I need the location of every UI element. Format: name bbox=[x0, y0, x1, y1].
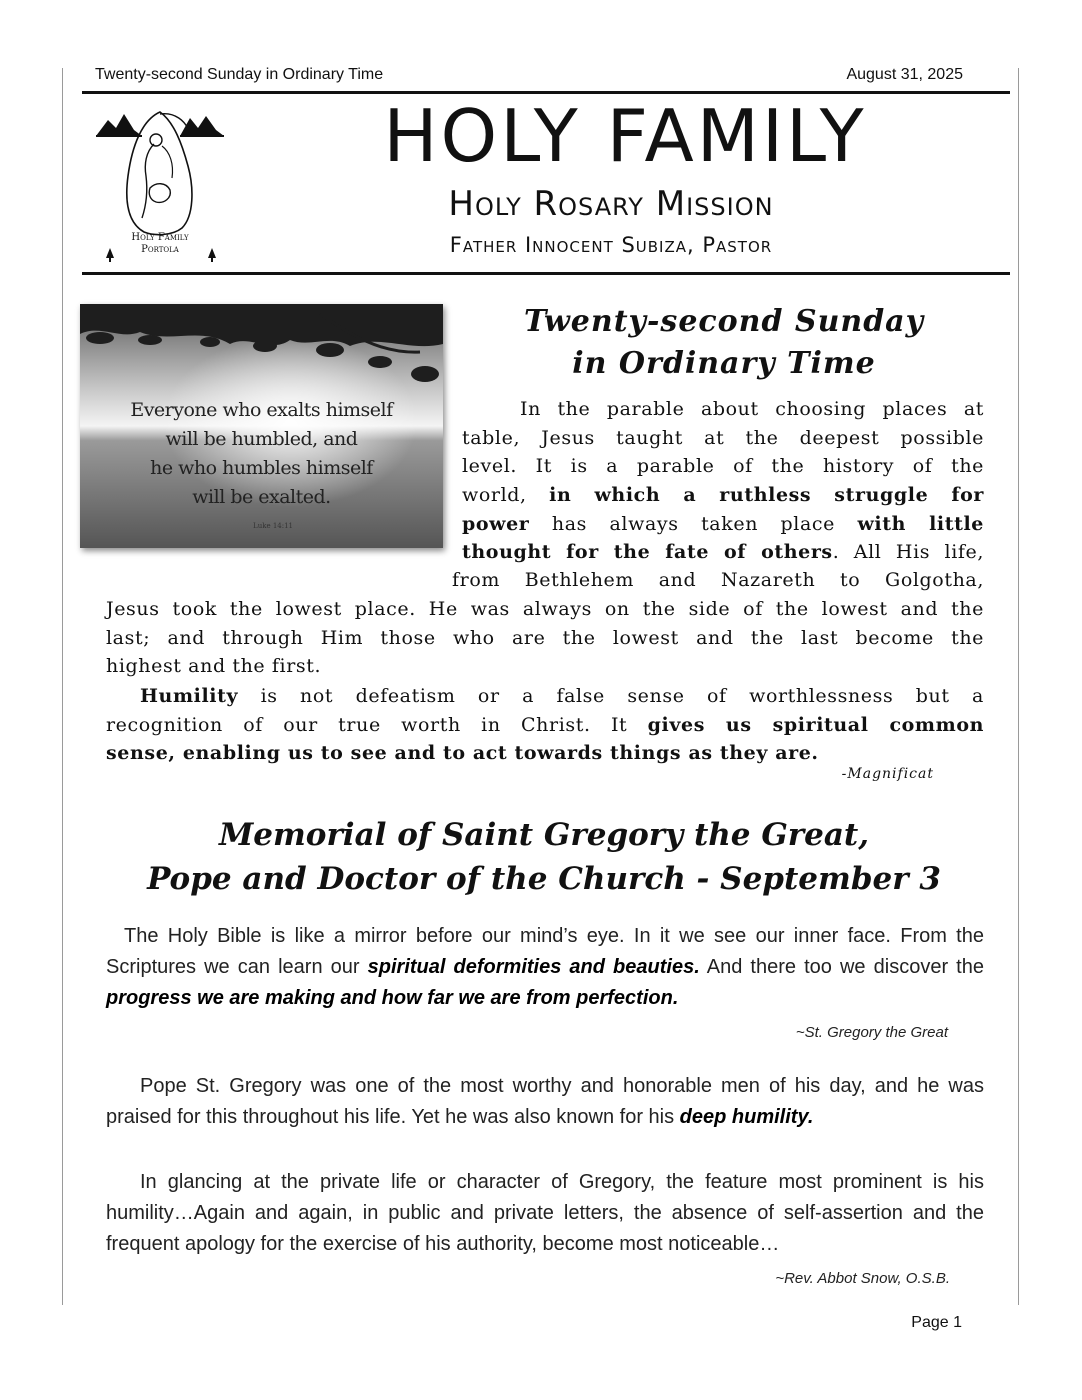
verse-line-2: will be humbled, and bbox=[165, 428, 358, 450]
sunday-p1-line-6: thought for the fate of others. All His life, bbox=[462, 541, 984, 563]
sunday-title-line-2: in Ordinary Time bbox=[572, 346, 876, 381]
sunday-title-line-1: Twenty-second Sunday bbox=[523, 304, 925, 339]
verse-line-3: he who humbles himself bbox=[150, 457, 373, 479]
verse-line-4: will be exalted. bbox=[192, 486, 331, 508]
verse-line-1: Everyone who exalts himself bbox=[130, 399, 393, 421]
memorial-paragraph-1: Pope St. Gregory was one of the most worthy and honorable men of his day, and he was praised for this throughout his life. Yet he was also known for his deep humility. bbox=[106, 1075, 984, 1128]
sunday-p1-line-2: table, Jesus taught at the deepest possible bbox=[462, 427, 984, 449]
memorial-title-line-1: Memorial of Saint Gregory the Great, bbox=[218, 817, 870, 853]
sunday-p1-line-9: last; and through Him those who are the lowest and the last become the bbox=[106, 627, 984, 649]
sunday-p1-line-1: In the parable about choosing places at bbox=[520, 398, 984, 420]
sunday-p1-line-8: Jesus took the lowest place. He was always on the side of the lowest and the bbox=[106, 598, 984, 620]
header-date: August 31, 2025 bbox=[846, 66, 963, 83]
masthead-pastor: Father Innocent Subiza, Pastor bbox=[449, 233, 773, 257]
memorial-paragraph-2-source: ~Rev. Abbot Snow, O.S.B. bbox=[775, 1270, 950, 1287]
sunday-p1-line-5: power has always taken place with little bbox=[462, 513, 984, 535]
sunday-p1-line-3: level. It is a parable of the history of the bbox=[462, 455, 984, 477]
memorial-paragraph-2: In glancing at the private life or character of Gregory, the feature most prominent is his humility…Again and again, in public and private letters, the absence of self-assertion and the frequent apology for the exercise of his authority, become most noticeable… bbox=[106, 1171, 984, 1255]
sunday-source: -Magnificat bbox=[841, 766, 934, 782]
memorial-title-line-2: Pope and Doctor of the Church - September 3 bbox=[147, 861, 941, 897]
masthead-title: HOLY FAMILY bbox=[383, 94, 867, 178]
verse-citation: Luke 14:11 bbox=[253, 522, 293, 530]
right-margin-line bbox=[1018, 68, 1019, 1305]
sunday-p2-line-1: Humility is not defeatism or a false sense of worthlessness but a bbox=[140, 685, 984, 707]
sunday-p1-line-10: highest and the first. bbox=[106, 655, 322, 677]
tree-icons bbox=[94, 106, 226, 264]
sunday-p2-line-2: recognition of our true worth in Christ. It gives us spiritual common bbox=[106, 714, 985, 736]
left-margin-line bbox=[62, 68, 63, 1305]
header-rule-bottom bbox=[82, 272, 1010, 275]
header-occasion: Twenty-second Sunday in Ordinary Time bbox=[95, 66, 384, 83]
parish-logo bbox=[94, 106, 226, 264]
scripture-photo bbox=[80, 304, 443, 548]
scripture-verse bbox=[80, 396, 443, 512]
logo-line-2: Portola bbox=[141, 244, 179, 255]
page-number: Page 1 bbox=[911, 1314, 962, 1331]
gregory-quote: The Holy Bible is like a mirror before our mind’s eye. In it we see our inner face. From the Scriptures we can learn our spiritual deformities and beauties. And there too we discover the progress we are making and how far we are from perfection. bbox=[106, 925, 984, 1009]
sunday-p1-line-4: world, in which a ruthless struggle for bbox=[462, 484, 984, 506]
sunday-p2-line-3: sense, enabling us to see and to act towards things as they are. bbox=[106, 742, 819, 764]
gregory-quote-source: ~St. Gregory the Great bbox=[795, 1024, 948, 1041]
running-header bbox=[95, 66, 963, 88]
sunday-p1-line-7: from Bethlehem and Nazareth to Golgotha, bbox=[452, 569, 984, 591]
masthead-subtitle: Holy Rosary Mission bbox=[448, 184, 774, 224]
logo-line-1: Holy Family bbox=[131, 232, 189, 243]
